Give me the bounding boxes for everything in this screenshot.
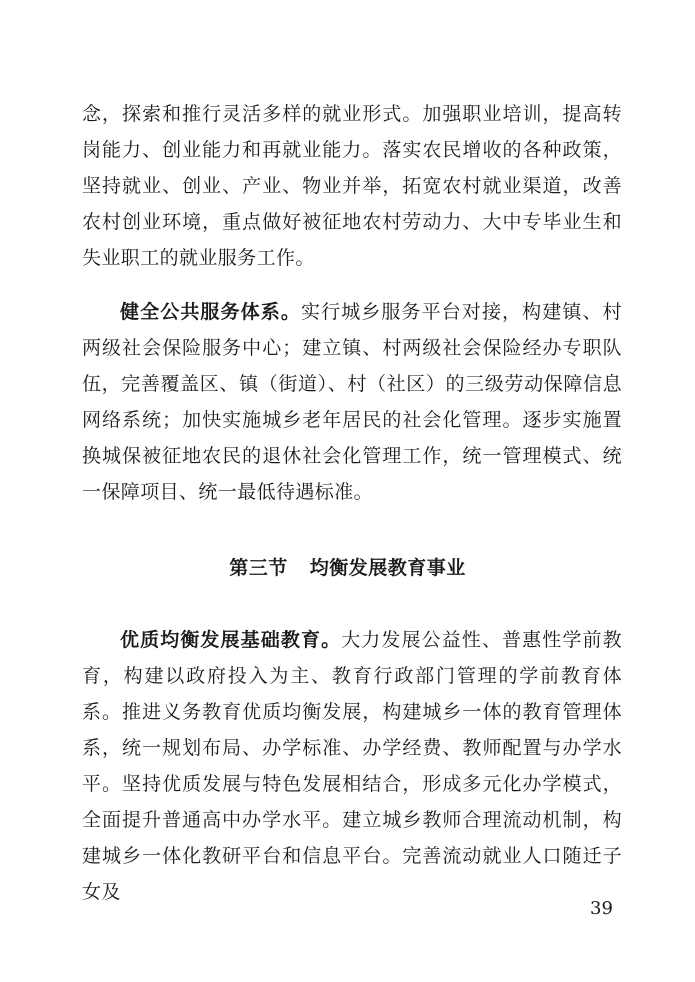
section-heading xyxy=(0,553,695,583)
paragraph-public-services xyxy=(82,294,622,510)
paragraph-education xyxy=(82,622,622,910)
paragraph-lead-heading: 优质均衡发展基础教育。 xyxy=(120,629,342,651)
paragraph-body: 念，探索和推行灵活多样的就业形式。加强职业培训，提高转岗能力、创业能力和再就业能力。落实农民增收的各种政策，坚持就业、创业、产业、物业并举，拓宽农村就业渠道，改善农村创业环境，重点做好被征地农村劳动力、大中专毕业生和失业职工的就业服务工作。 xyxy=(82,103,622,269)
paragraph-body: 大力发展公益性、普惠性学前教育，构建以政府投入为主、教育行政部门管理的学前教育体系。推进义务教育优质均衡发展，构建城乡一体的教育管理体系，统一规划布局、办学标准、办学经费、教师配置与办学水平。坚持优质发展与特色发展相结合，形成多元化办学模式，全面提升普通高中办学水平。建立城乡教师合理流动机制，构建城乡一体化教研平台和信息平台。完善流动就业人口随迁子女及 xyxy=(82,629,622,903)
paragraph-body: 实行城乡服务平台对接，构建镇、村两级社会保险服务中心；建立镇、村两级社会保险经办专职队伍，完善覆盖区、镇（街道）、村（社区）的三级劳动保障信息网络系统；加快实施城乡老年居民的社会化管理。逐步实施置换城保被征地农民的退休社会化管理工作，统一管理模式、统一保障项目、统一最低待遇标准。 xyxy=(82,301,623,503)
page-number: 39 xyxy=(590,898,613,919)
section-title: 均衡发展教育事业 xyxy=(309,557,466,579)
section-number: 第三节 xyxy=(229,557,288,579)
paragraph-lead-heading: 健全公共服务体系。 xyxy=(120,301,301,323)
paragraph-employment xyxy=(82,96,622,276)
